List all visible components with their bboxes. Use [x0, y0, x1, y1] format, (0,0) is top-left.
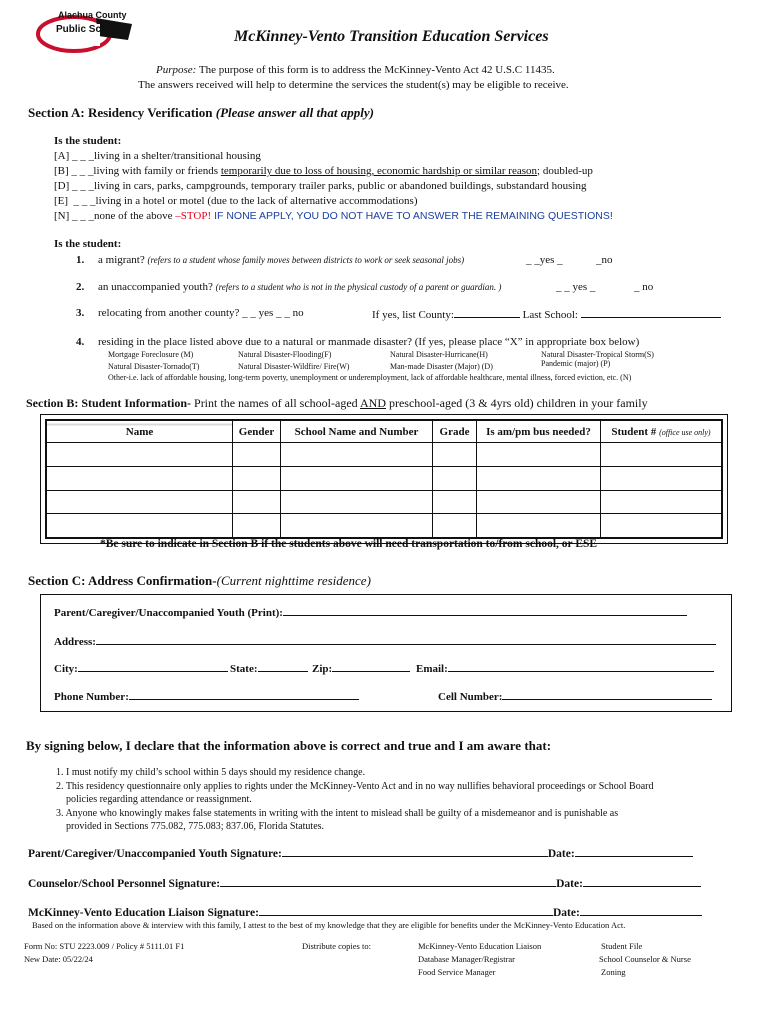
cell-student-number[interactable] — [601, 490, 722, 514]
cell-school[interactable] — [281, 490, 433, 514]
form-number: Form No: STU 2223.009 / Policy # 5111.01 F1 — [24, 941, 185, 951]
cell-student-number[interactable] — [601, 443, 722, 467]
cell-grade[interactable] — [433, 490, 477, 514]
disaster-wildfire[interactable]: Natural Disaster-Wildfire/ Fire(W) — [238, 362, 350, 371]
purpose-line1 — [156, 64, 555, 76]
cell-school[interactable] — [281, 443, 433, 467]
option-n[interactable]: [N] _ _ _none of the above –STOP! IF NONE APPLY, YOU DO NOT HAVE TO ANSWER THE REMAINING QUESTIONS! — [54, 210, 613, 222]
option-b[interactable]: [B] _ _ _living with family or friends temporarily due to loss of housing, economic hardship or similar reason; doubled-up — [54, 165, 593, 177]
distribute-registrar: Database Manager/Registrar — [418, 954, 515, 964]
cell-name[interactable] — [47, 490, 233, 514]
q1-text: a migrant? (refers to a student whose family moves between districts to work or seek seasonal jobs) — [98, 254, 465, 266]
cell-grade[interactable] — [433, 466, 477, 490]
declaration-item-2b: policies regarding attendance or reassignment. — [66, 794, 252, 805]
purpose-text1: The purpose of this form is to address the McKinney-Vento Act 42 U.S.C 11435. — [196, 64, 555, 76]
stop-warning: –STOP! — [175, 210, 212, 222]
student-table-frame — [40, 414, 728, 544]
q4-number: 4. — [76, 336, 85, 348]
disaster-flooding[interactable]: Natural Disaster-Flooding(F) — [238, 350, 332, 359]
cell-name[interactable] — [47, 466, 233, 490]
cell-gender[interactable] — [233, 466, 281, 490]
cell-grade[interactable] — [433, 443, 477, 467]
section-a-heading: Section A: Residency Verification (Please answer all that apply) — [28, 105, 374, 120]
distribute-student-file: Student File — [601, 941, 643, 951]
district-logo — [34, 10, 142, 54]
table-row[interactable] — [47, 466, 722, 490]
distribute-liaison: McKinney-Vento Education Liaison — [418, 941, 542, 951]
cell-name[interactable] — [47, 443, 233, 467]
cell-student-number[interactable] — [601, 466, 722, 490]
phone-field[interactable]: Phone Number: — [54, 689, 359, 703]
distribute-label: Distribute copies to: — [302, 941, 371, 951]
declaration-item-2: 2. This residency questionnaire only applies to rights under the McKinney-Vento Act and in no way nullifies behavioral proceedings or School Board — [56, 781, 654, 792]
state-field[interactable]: State: — [230, 661, 308, 675]
disaster-pandemic[interactable]: Pandemic (major) (P) — [541, 359, 611, 368]
attestation: Based on the information above & interview with this family, I attest to the best of my knowledge that they are eligible for benefits under the McKinney-Vento Education Act. — [32, 920, 626, 930]
distribute-food-service: Food Service Manager — [418, 967, 496, 977]
table-row[interactable] — [47, 514, 722, 538]
address-field[interactable]: Address: — [54, 634, 716, 648]
cell-name[interactable] — [47, 514, 233, 538]
parent-signature-field[interactable]: Parent/Caregiver/Unaccompanied Youth Signature: Date: — [28, 846, 693, 860]
cell-bus[interactable] — [477, 466, 601, 490]
disaster-tropical-storm[interactable]: Natural Disaster-Tropical Storm(S) — [541, 350, 654, 359]
logo-line1: Alachua County — [58, 10, 127, 20]
disaster-hurricane[interactable]: Natural Disaster-Hurricane(H) — [390, 350, 488, 359]
zip-field[interactable]: Zip: — [312, 661, 410, 675]
distribute-counselor: School Counselor & Nurse — [599, 954, 691, 964]
cell-grade[interactable] — [433, 514, 477, 538]
section-c-heading: Section C: Address Confirmation-(Current nighttime residence) — [28, 573, 371, 588]
q1-no[interactable]: _no — [596, 254, 613, 266]
liaison-signature-field[interactable]: McKinney-Vento Education Liaison Signature: Date: — [28, 905, 702, 919]
q2-number: 2. — [76, 281, 85, 293]
q2-no[interactable]: _ no — [634, 281, 654, 293]
col-gender: Gender — [233, 421, 281, 443]
stop-message: IF NONE APPLY, YOU DO NOT HAVE TO ANSWER THE REMAINING QUESTIONS! — [211, 210, 613, 222]
section-b-heading: Section B: Student Information- Print the names of all school-aged AND preschool-aged (3 & 4yrs old) children in your family — [26, 396, 648, 410]
counselor-signature-field[interactable]: Counselor/School Personnel Signature: Date: — [28, 876, 701, 890]
option-d[interactable]: [D] _ _ _living in cars, parks, campgrounds, temporary trailer parks, public or abandoned buildings, substandard housing — [54, 180, 587, 192]
cell-gender[interactable] — [233, 514, 281, 538]
disaster-other[interactable]: Other-i.e. lack of affordable housing, long-term poverty, unemployment or underemployment, lack of affordable healthcare, mental illness, forced eviction, etc. (N) — [108, 373, 632, 382]
declaration-item-3: 3. Anyone who knowingly makes false statements in writing with the intent to mislead shall be guilty of a misdemeanor and is punishable as — [56, 808, 619, 819]
purpose-line2: The answers received will help to determine the services the student(s) may be eligible to receive. — [138, 79, 569, 91]
logo-line2: Public Schools — [56, 24, 128, 35]
form-title: McKinney-Vento Transition Education Services — [234, 28, 549, 45]
q2-yes[interactable]: _ _ yes _ — [556, 281, 596, 293]
cell-gender[interactable] — [233, 443, 281, 467]
cell-bus[interactable] — [477, 490, 601, 514]
q3-county[interactable]: If yes, list County: Last School: — [372, 307, 721, 321]
student-table-header — [47, 421, 722, 443]
cell-gender[interactable] — [233, 490, 281, 514]
cell-field[interactable]: Cell Number: — [438, 689, 712, 703]
is-student-label: Is the student: — [54, 135, 122, 147]
q3-text[interactable]: relocating from another county? _ _ yes _ _ no — [98, 307, 304, 319]
cell-bus[interactable] — [477, 514, 601, 538]
city-field[interactable]: City: — [54, 661, 228, 675]
q1-yes[interactable]: _ _yes _ — [526, 254, 563, 266]
disaster-tornado[interactable]: Natural Disaster-Tornado(T) — [108, 362, 200, 371]
option-a[interactable]: [A] _ _ _living in a shelter/transitional housing — [54, 150, 261, 162]
purpose-label: Purpose: — [156, 64, 197, 76]
q1-number: 1. — [76, 254, 85, 266]
q3-number: 3. — [76, 307, 85, 319]
col-bus: Is am/pm bus needed? — [477, 421, 601, 443]
declaration-heading: By signing below, I declare that the information above is correct and true and I am aware that: — [26, 738, 552, 753]
email-field[interactable]: Email: — [416, 661, 714, 675]
cell-bus[interactable] — [477, 443, 601, 467]
cell-school[interactable] — [281, 514, 433, 538]
cell-student-number[interactable] — [601, 514, 722, 538]
disaster-mortgage[interactable]: Mortgage Foreclosure (M) — [108, 350, 194, 359]
cell-school[interactable] — [281, 466, 433, 490]
declaration-item-3b: provided in Sections 775.082, 775.083; 837.06, Florida Statutes. — [66, 821, 325, 832]
parent-print-field[interactable]: Parent/Caregiver/Unaccompanied Youth (Print): — [54, 605, 687, 619]
col-name: Name — [47, 421, 233, 443]
option-e[interactable]: [E] _ _ _living in a hotel or motel (due to the lack of alternative accommodations) — [54, 195, 418, 207]
is-student-label-2: Is the student: — [54, 238, 122, 250]
declaration-item-1: 1. I must notify my child’s school within 5 days should my residence change. — [56, 767, 366, 778]
col-grade: Grade — [433, 421, 477, 443]
q4-text: residing in the place listed above due to a natural or manmade disaster? (If yes, please place “X” in appropriate box below) — [98, 336, 640, 348]
col-student-number: Student # (office use only) — [601, 421, 722, 443]
disaster-manmade[interactable]: Man-made Disaster (Major) (D) — [390, 362, 493, 371]
student-table — [45, 419, 723, 539]
table-row[interactable] — [47, 490, 722, 514]
distribute-zoning: Zoning — [601, 967, 626, 977]
col-school: School Name and Number — [281, 421, 433, 443]
table-row[interactable] — [47, 443, 722, 467]
q2-text: an unaccompanied youth? (refers to a student who is not in the physical custody of a parent or guardian. ) — [98, 281, 502, 293]
new-date: New Date: 05/22/24 — [24, 954, 93, 964]
transport-footnote: *Be sure to indicate in Section B if the students above will need transportation to/from school, or ESE — [100, 538, 598, 550]
